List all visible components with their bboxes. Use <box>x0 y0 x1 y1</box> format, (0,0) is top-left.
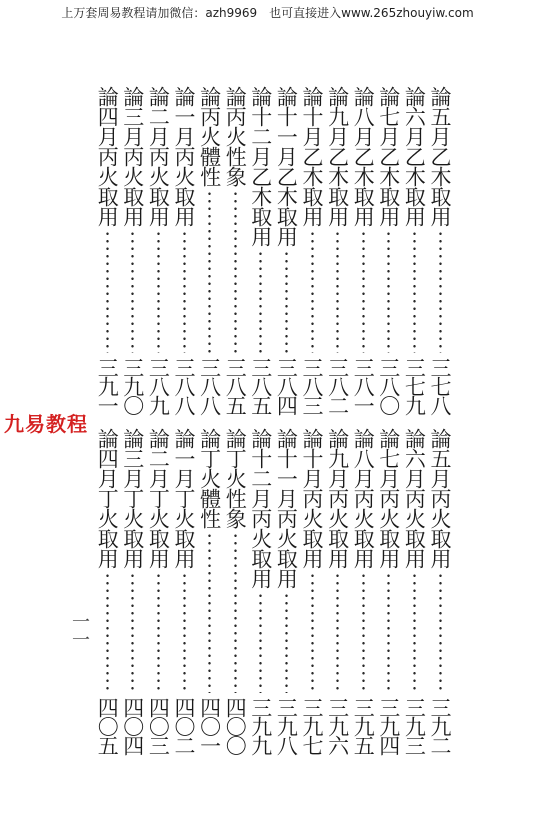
toc-entry-title: 論十一月丙火取用 <box>274 428 299 588</box>
toc-entry-page: 三九六 <box>325 697 350 754</box>
toc-entry-title: 論七月乙木取用 <box>376 86 401 226</box>
top-banner-text: 上万套周易教程请加微信：azh9969 也可直接进入www.265zhouyiw.com <box>61 6 474 20</box>
toc-entry-title: 論四月丙火取用 <box>95 86 120 226</box>
toc-entry-title: 論十月丙火取用 <box>300 428 324 568</box>
dot-leader <box>106 230 109 353</box>
toc-entry-page: 四〇四 <box>120 697 145 754</box>
toc-entry-page: 三九九 <box>248 697 273 754</box>
toc-entry-page: 四〇二 <box>172 697 196 754</box>
toc-entry-bottom <box>325 428 351 754</box>
dot-leader <box>413 572 416 693</box>
toc-entry-top <box>376 86 402 414</box>
toc-entry-page: 三九七 <box>300 697 324 754</box>
dot-leader <box>413 230 416 353</box>
toc-entry-page: 三七九 <box>402 357 427 414</box>
toc-entry-title: 論丁火體性 <box>197 428 222 528</box>
toc-entry-page: 四〇三 <box>146 697 171 754</box>
dot-leader <box>234 190 237 353</box>
toc-entry-bottom <box>197 428 223 754</box>
toc-entry-bottom <box>273 428 299 754</box>
dot-leader <box>208 190 211 353</box>
toc-entry-page: 三八五 <box>223 357 248 414</box>
toc-entry-page: 三八八 <box>197 357 222 414</box>
toc-entry-page: 三九八 <box>274 697 299 754</box>
toc-entry-page: 四〇五 <box>95 697 120 754</box>
toc-entry-bottom <box>401 428 427 754</box>
toc-entry-top <box>197 86 223 414</box>
toc-entry-title: 論二月丁火取用 <box>146 428 171 568</box>
dot-leader <box>234 532 237 693</box>
toc-entry-page: 三八九 <box>146 357 171 414</box>
toc-entry-top <box>145 86 171 414</box>
dot-leader <box>131 230 134 353</box>
toc-entry-page: 四〇〇 <box>223 697 248 754</box>
toc-entry-title: 論一月丙火取用 <box>172 86 196 226</box>
dot-leader <box>259 250 262 353</box>
toc-entry-title: 論五月乙木取用 <box>428 86 452 226</box>
page-number: 一一 <box>69 612 90 648</box>
toc-entry-title: 論六月丙火取用 <box>402 428 427 568</box>
dot-leader <box>285 250 288 353</box>
dot-leader <box>285 592 288 693</box>
toc-entry-bottom <box>350 428 376 754</box>
watermark-logo: 九易教程 <box>4 412 88 436</box>
dot-leader <box>387 230 390 353</box>
toc-entry-title: 論四月丁火取用 <box>95 428 120 568</box>
toc-entry-title: 論三月丙火取用 <box>120 86 145 226</box>
toc-entry-title: 論一月丁火取用 <box>172 428 196 568</box>
toc-entry-page: 三九四 <box>376 697 401 754</box>
dot-leader <box>336 572 339 693</box>
toc-entry-title: 論八月丙火取用 <box>351 428 376 568</box>
toc-entry-bottom <box>171 428 197 754</box>
toc-entry-bottom <box>145 428 171 754</box>
dot-leader <box>439 230 442 353</box>
toc-entry-page: 三八一 <box>351 357 376 414</box>
toc-entry-page: 四〇一 <box>197 697 222 754</box>
toc-entry-page: 三八五 <box>248 357 273 414</box>
toc-entry-bottom <box>120 428 146 754</box>
toc-entry-page: 三八四 <box>274 357 299 414</box>
toc-entry-page: 三九一 <box>95 357 120 414</box>
toc-entry-top <box>120 86 146 414</box>
toc-entry-page: 三八二 <box>325 357 350 414</box>
toc-entry-title: 論三月丁火取用 <box>120 428 145 568</box>
toc-entry-top <box>350 86 376 414</box>
dot-leader <box>183 572 186 693</box>
toc-entry-page: 三七八 <box>428 357 452 414</box>
toc-entry-top <box>248 86 274 414</box>
toc-entry-title: 論五月丙火取用 <box>428 428 452 568</box>
toc-entry-title: 論丙火性象 <box>223 86 248 186</box>
toc-entry-bottom <box>299 428 325 754</box>
dot-leader <box>131 572 134 693</box>
dot-leader <box>157 230 160 353</box>
toc-entry-title: 論丁火性象 <box>223 428 248 528</box>
toc-entry-bottom <box>376 428 402 754</box>
toc-entry-title: 論九月乙木取用 <box>325 86 350 226</box>
toc-entry-bottom <box>248 428 274 754</box>
toc-entry-page: 三八三 <box>300 357 324 414</box>
toc-entry-title: 論十二月丙火取用 <box>248 428 273 588</box>
toc-entry-top <box>273 86 299 414</box>
toc-entry-title: 論十月乙木取用 <box>300 86 324 226</box>
dot-leader <box>336 230 339 353</box>
toc-entry-title: 論十二月乙木取用 <box>248 86 273 246</box>
toc-entry-page: 三九二 <box>428 697 452 754</box>
toc-entry-top <box>299 86 325 414</box>
toc-entry-top <box>94 86 120 414</box>
toc-entry-page: 三九〇 <box>120 357 145 414</box>
toc-entry-top <box>427 86 453 414</box>
toc-entry-title: 論八月乙木取用 <box>351 86 376 226</box>
dot-leader <box>208 532 211 693</box>
toc-entry-title: 論丙火體性 <box>197 86 222 186</box>
toc-entry-bottom <box>222 428 248 754</box>
dot-leader <box>311 230 314 353</box>
dot-leader <box>106 572 109 693</box>
toc-entry-page: 三八〇 <box>376 357 401 414</box>
toc-entry-top <box>325 86 351 414</box>
toc-entry-title: 論九月丙火取用 <box>325 428 350 568</box>
toc-entry-page: 三九三 <box>402 697 427 754</box>
dot-leader <box>259 592 262 693</box>
toc-entry-bottom <box>427 428 453 754</box>
dot-leader <box>311 572 314 693</box>
toc-entry-page: 三八八 <box>172 357 196 414</box>
toc-entry-title: 論十一月乙木取用 <box>274 86 299 246</box>
dot-leader <box>439 572 442 693</box>
dot-leader <box>183 230 186 353</box>
dot-leader <box>387 572 390 693</box>
dot-leader <box>362 572 365 693</box>
toc-entry-title: 論二月丙火取用 <box>146 86 171 226</box>
toc-entry-title: 論六月乙木取用 <box>402 86 427 226</box>
toc-entry-top <box>401 86 427 414</box>
dot-leader <box>362 230 365 353</box>
toc-entry-top <box>222 86 248 414</box>
toc-entry-title: 論七月丙火取用 <box>376 428 401 568</box>
toc-entry-bottom <box>94 428 120 754</box>
toc-entry-page: 三九五 <box>351 697 376 754</box>
toc-entry-top <box>171 86 197 414</box>
dot-leader <box>157 572 160 693</box>
